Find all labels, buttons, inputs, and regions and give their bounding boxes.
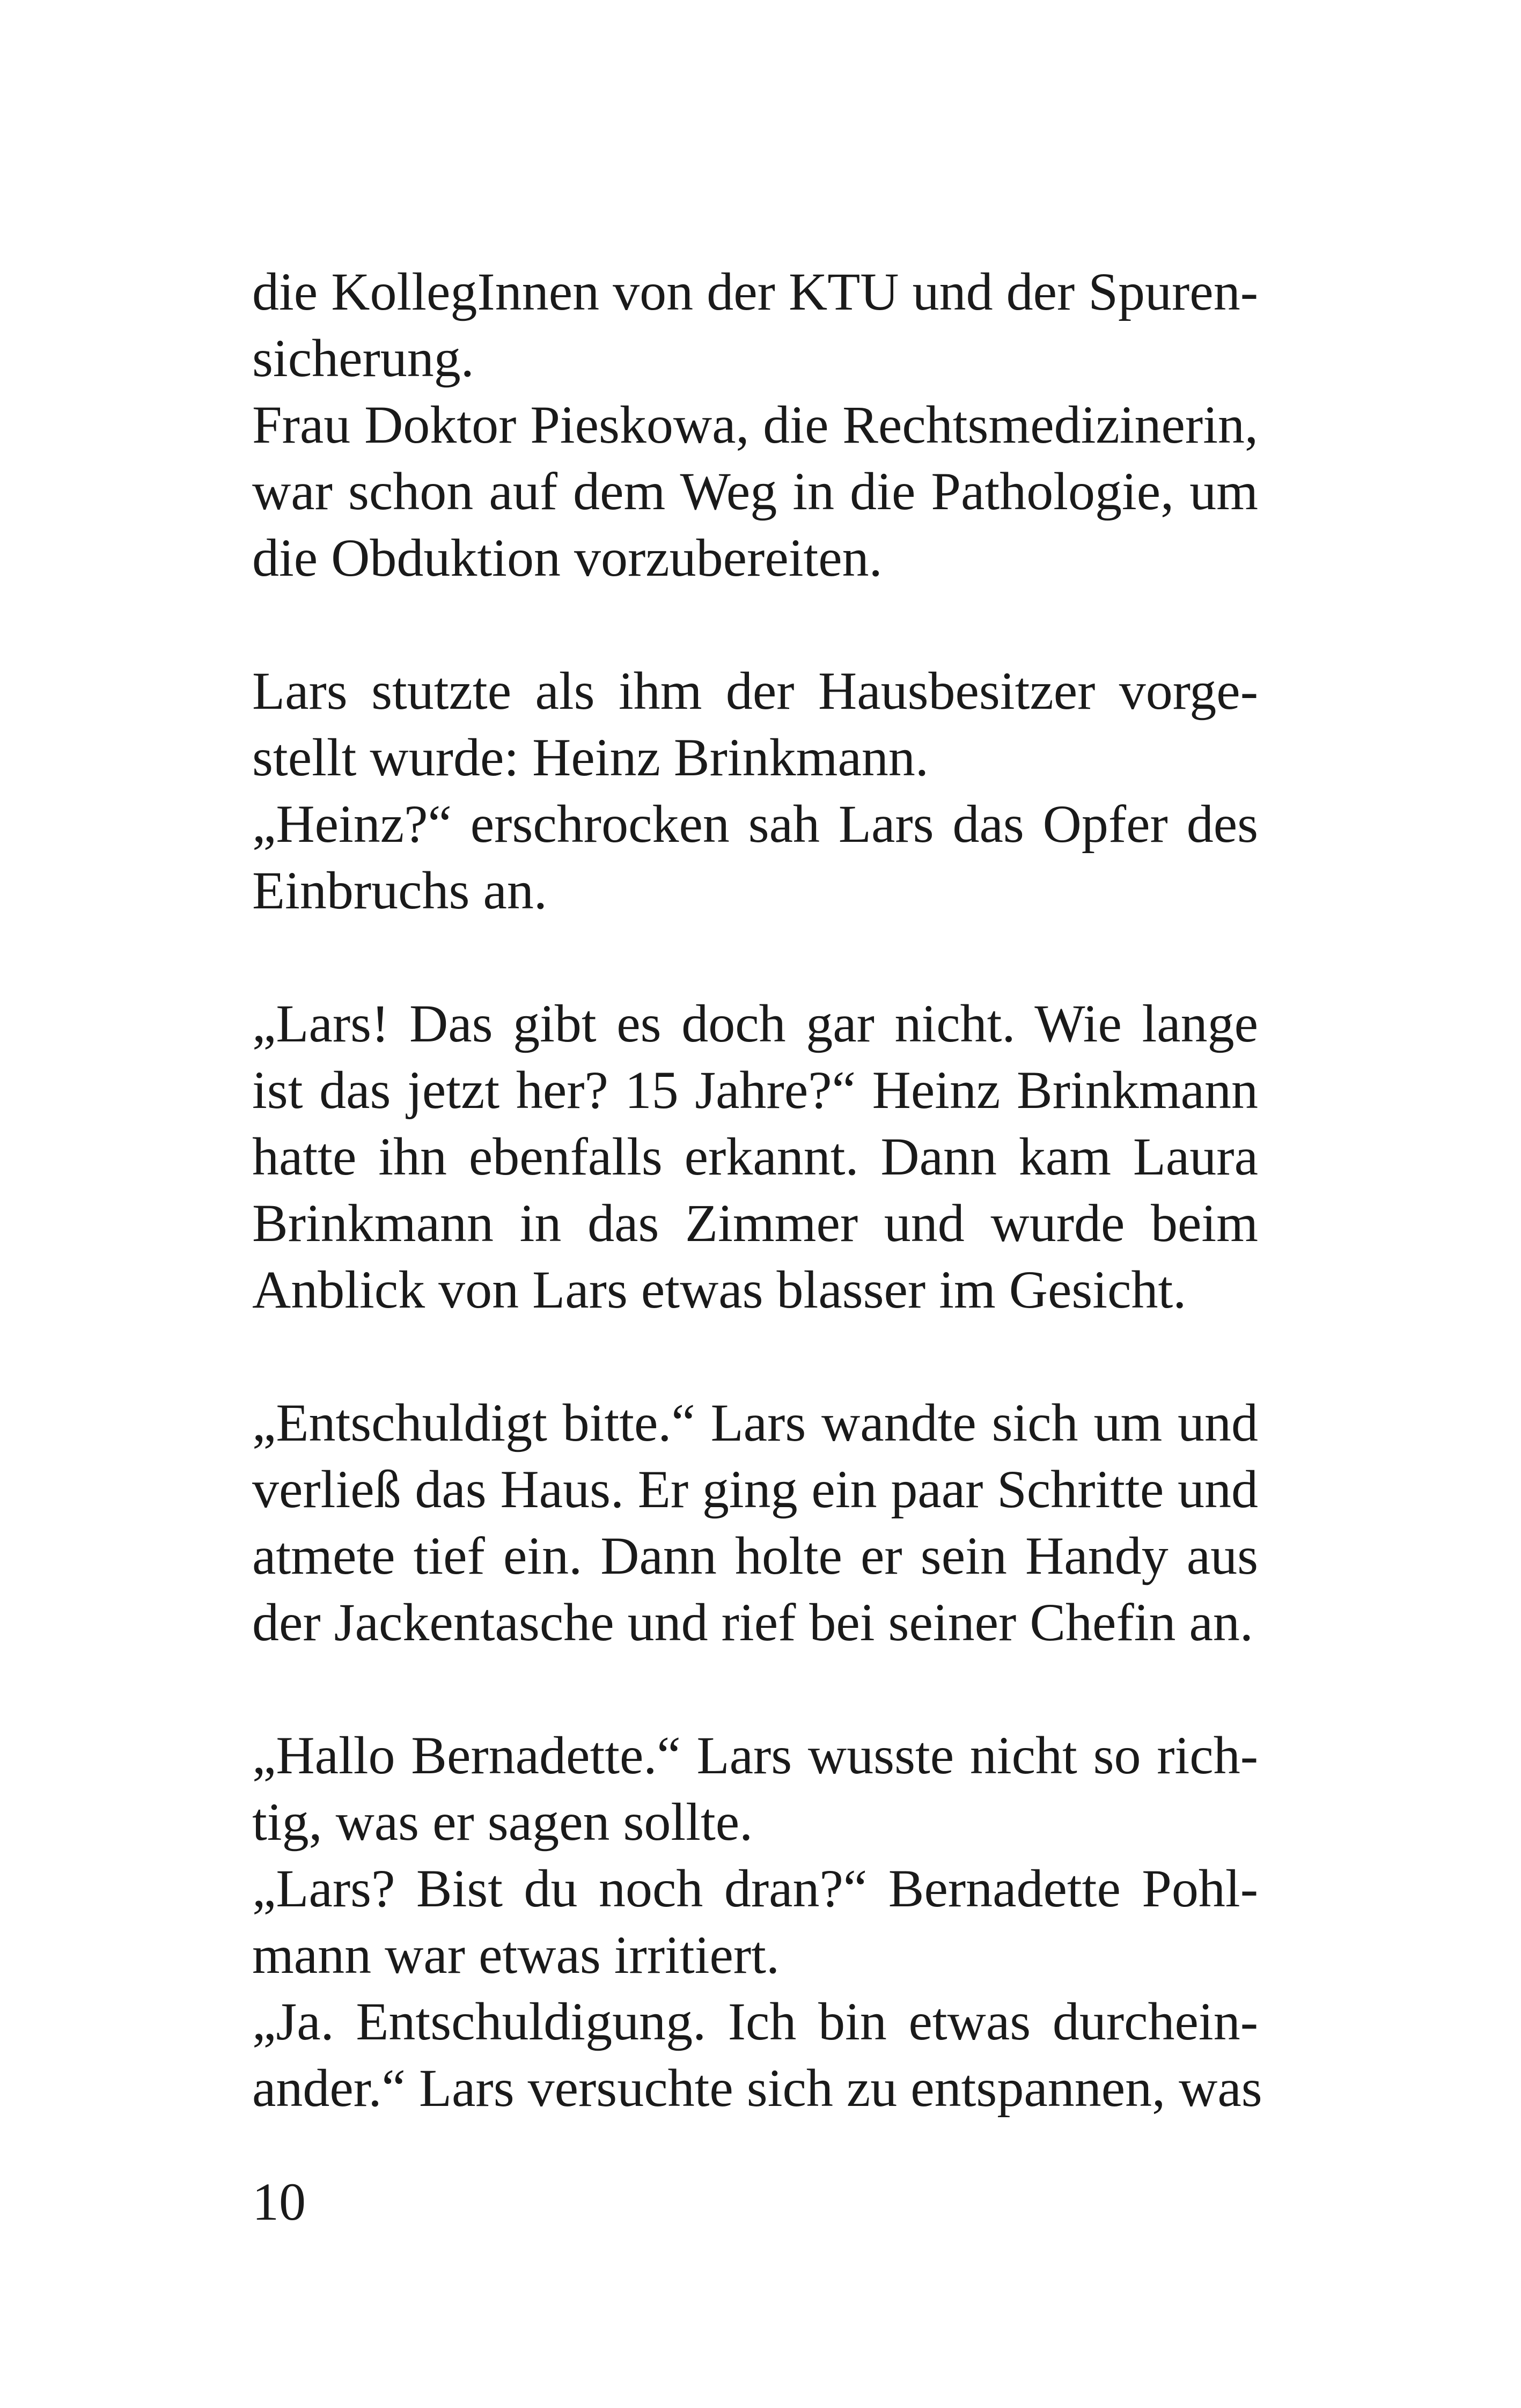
text-line: die Obduktion vorzubereiten. [252,528,883,588]
text-line: Einbruchs an. [252,861,547,920]
text-line: verließ das Haus. Er ging ein paar Schritte und [252,1459,1258,1519]
text-line: hatte ihn ebenfalls erkannt. Dann kam Laura [252,1127,1258,1186]
page-number: 10 [252,2172,306,2231]
text-line: „Hallo Bernadette.“ Lars wusste nicht so rich- [252,1726,1258,1785]
text-line: Anblick von Lars etwas blasser im Gesicht. [252,1260,1187,1319]
text-line: atmete tief ein. Dann holte er sein Handy aus [252,1526,1258,1585]
text-line: war schon auf dem Weg in die Pathologie, um [252,461,1258,521]
text-line: „Lars! Das gibt es doch gar nicht. Wie lange [252,994,1258,1053]
text-line: ander.“ Lars versuchte sich zu entspannen, was [252,2058,1262,2118]
text-line: Brinkmann in das Zimmer und wurde beim [252,1193,1258,1253]
paragraph-gap [252,1656,1258,1722]
text-line: mann war etwas irritiert. [252,1925,780,1985]
text-line: ist das jetzt her? 15 Jahre?“ Heinz Brinkmann [252,1060,1258,1120]
paragraph-gap [252,924,1258,990]
text-line: „Entschuldigt bitte.“ Lars wandte sich um und [252,1393,1258,1452]
text-line: Frau Doktor Pieskowa, die Rechtsmedizinerin, [252,395,1258,454]
text-line: sicherung. [252,328,474,388]
paragraph-gap [252,591,1258,658]
text-line: „Ja. Entschuldigung. Ich bin etwas durchein- [252,1992,1258,2051]
text-line: „Heinz?“ erschrocken sah Lars das Opfer des [252,794,1258,854]
text-line: stellt wurde: Heinz Brinkmann. [252,728,929,787]
text-line: „Lars? Bist du noch dran?“ Bernadette Pohl- [252,1859,1258,1918]
body-text [252,259,1262,2121]
text-line: der Jackentasche und rief bei seiner Chefin an. [252,1592,1253,1652]
text-line: Lars stutzte als ihm der Hausbesitzer vorge- [252,661,1258,721]
paragraph-gap [252,1323,1258,1390]
text-line: tig, was er sagen sollte. [252,1792,753,1852]
text-line: die KollegInnen von der KTU und der Spuren- [252,262,1258,321]
